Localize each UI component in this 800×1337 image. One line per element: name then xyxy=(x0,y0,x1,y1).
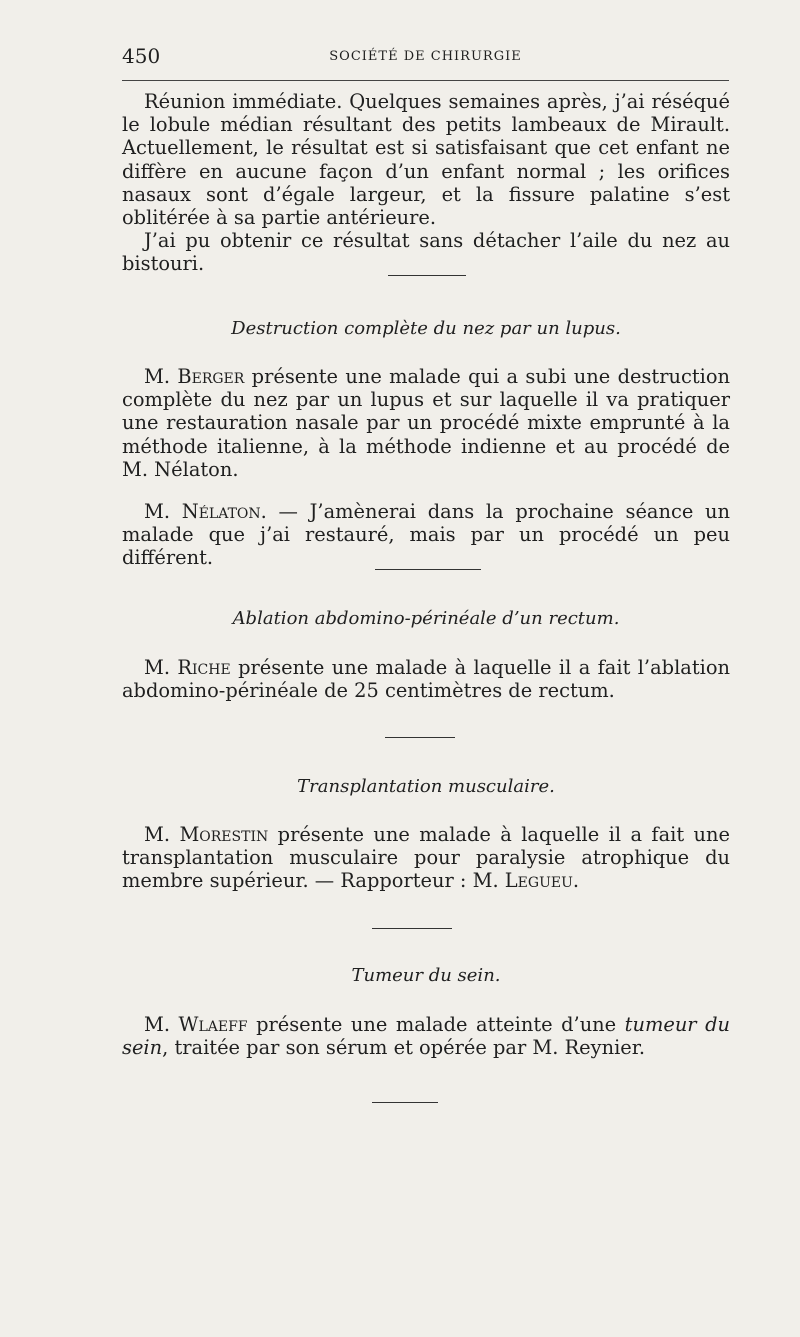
paragraph-text: présente une malade qui a subi une destruction complète du nez par un lupus et sur laquelle il va pratiquer une restauration nasale par un procédé mixte emprunté à la méthode italienne, à la méthode indienne et au procédé de M. Nélaton. xyxy=(122,365,730,481)
italic-phrase: tumeur du sein xyxy=(122,1013,730,1060)
paragraph-berger xyxy=(122,365,730,481)
header-rule xyxy=(122,80,729,81)
section-body-lupus xyxy=(122,365,730,570)
section-body-rectum xyxy=(122,656,730,702)
running-head: SOCIÉTÉ DE CHIRURGIE xyxy=(329,49,522,64)
speaker-name-nelaton: Nélaton xyxy=(181,500,261,524)
section-title-rectum: Ablation abdomino-périnéale d’un rectum. xyxy=(232,608,620,629)
section-separator xyxy=(385,737,455,738)
section-separator xyxy=(372,1102,438,1103)
section-body-muscle xyxy=(122,823,730,893)
speaker-prefix: M. xyxy=(144,656,178,679)
speaker-prefix: M. xyxy=(144,823,180,846)
speaker-prefix: M. xyxy=(144,1013,179,1036)
paragraph-nelaton xyxy=(122,500,730,570)
paragraph-text: présente une malade atteinte d’une xyxy=(247,1013,625,1036)
paragraph-text: , traitée par son sérum et opérée par M. Reynier. xyxy=(162,1036,646,1060)
section-separator xyxy=(372,928,452,929)
speaker-name-wlaeff: Wlaeff xyxy=(178,1013,248,1036)
paragraph-intro-1: Réunion immédiate. Quelques semaines après, j’ai réséqué le lobule médian résultant des petits lambeaux de Mirault. Actuellement, le résultat est si satisfaisant que cet enfant ne diffère en aucune façon d’un enfant normal ; les orifices nasaux sont d’égale largeur, et la fissure palatine s’est oblitérée à sa partie antérieure. xyxy=(122,90,730,230)
paragraph-morestin xyxy=(122,823,730,893)
section-separator xyxy=(375,569,481,570)
paragraph-intro-2: J’ai pu obtenir ce résultat sans détacher l’aile du nez au bistouri. xyxy=(122,229,730,276)
speaker-name-berger: Berger xyxy=(177,365,245,388)
page-header xyxy=(122,44,729,74)
section-body-sein xyxy=(122,1013,730,1059)
section-title-muscle: Transplantation musculaire. xyxy=(297,776,555,797)
section-title-sein: Tumeur du sein. xyxy=(351,965,501,986)
rapporteur-name: Legueu xyxy=(504,869,573,893)
section-title-lupus: Destruction complète du nez par un lupus. xyxy=(231,318,621,339)
speaker-name-riche: Riche xyxy=(177,656,231,679)
speaker-name-morestin: Morestin xyxy=(179,823,269,846)
paragraph-riche xyxy=(122,656,730,702)
paragraph-wlaeff xyxy=(122,1013,730,1059)
intro-text xyxy=(122,90,730,276)
speaker-prefix: M. xyxy=(144,365,178,388)
paragraph-text: présente une malade à laquelle il a fait une transplantation musculaire pour paralysie atrophique du membre supérieur. — Rapporteur : M. xyxy=(122,823,731,893)
section-separator xyxy=(388,275,466,276)
speaker-prefix: M. xyxy=(144,500,182,524)
paragraph-text: . — J’amènerai dans la prochaine séance un malade que j’ai restauré, mais par un procédé un peu différent. xyxy=(122,500,731,570)
paragraph-text: présente une malade à laquelle il a fait l’ablation abdomino-périnéale de 25 centimètres de rectum. xyxy=(122,656,730,703)
page-number: 450 xyxy=(122,44,161,68)
paragraph-end: . xyxy=(572,869,580,893)
